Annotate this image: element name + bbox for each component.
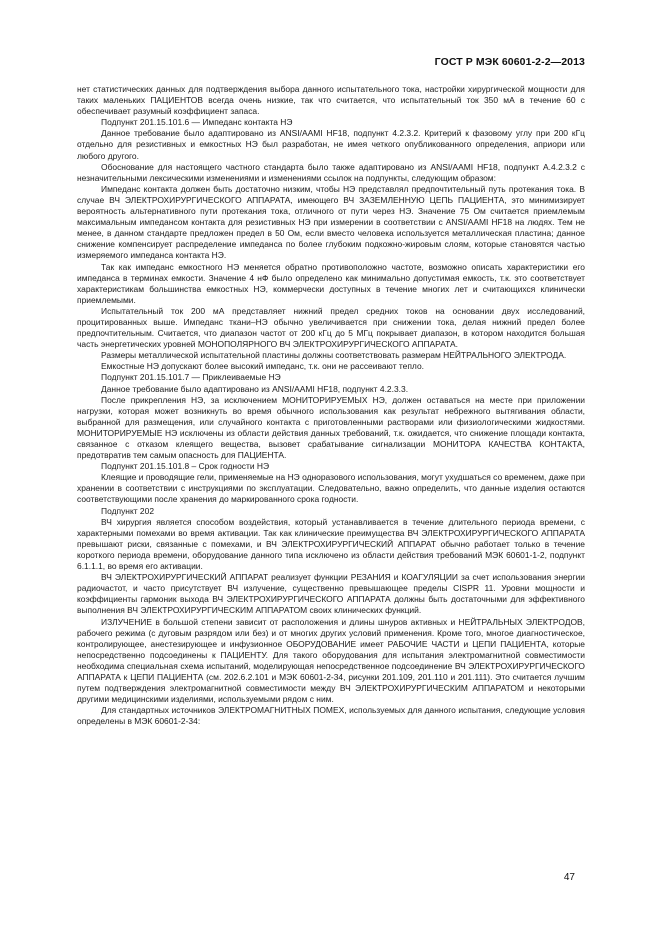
- paragraph: Импеданс контакта должен быть достаточно низким, чтобы НЭ представлял предпочтительный путь протекания тока. В случае ВЧ ЭЛЕКТРОХИРУРГИЧЕСКОГО АППАРАТА, имеющего ВЧ ЗАЗЕМЛЕННУЮ ЦЕПЬ ПАЦИЕНТА, это минимизирует вероятность альтернативного пути протекания тока, отличного от пути через НЭ. Значение 75 Ом считается приемлемым максимальным импедансом контакта для резистивных НЭ при измерении в соответствии с ANSI/AAMI HF18 на людях. Тем не менее, в данном стандарте предложен предел в 50 Ом, если вместо человека используется металлическая пластина; данное снижение компенсирует распределение импеданса по более глубоким подкожно-жировым слоям, которые становятся частью измеряемого импеданса контакта НЭ.: [77, 183, 585, 261]
- paragraph: Данное требование было адаптировано из ANSI/AAMI HF18, подпункт 4.2.3.2. Критерий к фазовому углу при 200 кГц отдельно для резистивных и емкостных НЭ был разработан, не имея четкого опубликованного определения, априори или любого другого.: [77, 128, 585, 161]
- paragraph-continuation: нет статистических данных для подтверждения выбора данного испытательного тока, настройки хирургической мощности для таких маленьких ПАЦИЕНТОВ всегда очень низкие, так что считается, что испытательный ток 350 мА в течение 60 с обеспечивает разумный коэффициент запаса.: [77, 84, 585, 117]
- subclause-heading: Подпункт 202: [101, 505, 155, 516]
- page-number: 47: [563, 872, 575, 883]
- subclause-heading: Подпункт 201.15.101.6 — Импеданс контакта НЭ: [101, 117, 293, 128]
- paragraph: Испытательный ток 200 мА представляет нижний предел средних токов на основании двух исследований, процитированных выше. Импеданс ткани–НЭ обычно увеличивается при снижении тока, делая нижний предел более предпочтительным. Считается, что диапазон частот от 200 кГц до 5 МГц покрывает диапазон, в котором находится большая часть энергетических уровней МОНОПОЛЯРНОГО ВЧ ЭЛЕКТРОХИРУРГИЧЕСКОГО АППАРАТА.: [77, 305, 585, 350]
- paragraph: ИЗЛУЧЕНИЕ в большой степени зависит от расположения и длины шнуров активных и НЕЙТРАЛЬНЫХ ЭЛЕКТРОДОВ, рабочего режима (с дуговым разрядом или без) и от многих других условий применения. Кроме того, многое диагностическое, контролирующее, анестезирующее и инфузионное ОБОРУДОВАНИЕ имеет РАБОЧИЕ ЧАСТИ и ЦЕПИ ПАЦИЕНТА, которые непосредственно подсоединены к ПАЦИЕНТУ. Для такого оборудования для испытания электромагнитной совместимости необходима специальная схема испытаний, моделирующая непосредственное подсоединение ВЧ ЭЛЕКТРОХИРУРГИЧЕСКОГО АППАРАТА к ЦЕПИ ПАЦИЕНТА (см. 202.6.2.101 и МЭК 60601-2-34, рисунки 201.109, 201.110 и 201.111). Это считается лучшим путем подтверждения электромагнитной совместимости между ВЧ ЭЛЕКТРОХИРУРГИЧЕСКИМ АППАРАТОМ и некоторыми другими медицинскими изделиями, используемыми рядом с ним.: [77, 616, 585, 705]
- paragraph: ВЧ хирургия является способом воздействия, который устанавливается в течение длительного периода времени, с характерными помехами во время активации. Так как клинические преимущества ВЧ ЭЛЕКТРОХИРУРГИЧЕСКОГО АППАРАТА превышают риски, связанные с помехами, и ВЧ ЭЛЕКТРОХИРУРГИЧЕСКИЙ АППАРАТ обычно работает только в течение короткого периода времени, оборудование данного типа исключено из области действия требований МЭК 60601-1-2, подпункт 6.1.1.1, во время его активации.: [77, 516, 585, 572]
- body-text: [77, 84, 585, 727]
- paragraph: Так как импеданс емкостного НЭ меняется обратно противоположно частоте, возможно описать характеристики его импеданса в терминах емкости. Значение 4 нФ было определено как минимально допустимая емкость, т.к. это соответствует характеристикам большинства емкостных НЭ, коммерчески доступных в течение многих лет и считающихся клинически приемлемыми.: [77, 261, 585, 305]
- paragraph: Обоснование для настоящего частного стандарта было также адаптировано из ANSI/AAMI HF18, подпункт А.4.2.3.2 с незначительными лексическими изменениями и изменениями ссылок на подпункты, следующим образом:: [77, 161, 585, 183]
- paragraph: После прикрепления НЭ, за исключением МОНИТОРИРУЕМЫХ НЭ, должен оставаться на месте при приложении нагрузки, которая может возникнуть во время обычного использования как результат небрежного вытягивания области, выбранной для размещения, или случайного контакта с приготовленными растворами или физиологическими жидкостями. МОНИТОРИРУЕМЫЕ НЭ исключены из области действия данных требований, т.к. ожидается, что снижение площади контакта, связанное с отказом клеящего вещества, вызовет срабатывание сигнализации МОНИТОРА КАЧЕСТВА КОНТАКТА, предотвратив тем самым опасность для ПАЦИЕНТА.: [77, 394, 585, 461]
- paragraph: Размеры металлической испытательной пластины должны соответствовать размерам НЕЙТРАЛЬНОГО ЭЛЕКТРОДА.: [101, 350, 567, 361]
- paragraph: Емкостные НЭ допускают более высокий импеданс, т.к. они не рассеивают тепло.: [101, 361, 424, 372]
- paragraph: ВЧ ЭЛЕКТРОХИРУРГИЧЕСКИЙ АППАРАТ реализует функции РЕЗАНИЯ и КОАГУЛЯЦИИ за счет использования энергии радиочастот, и часто присутствует ВЧ излучение, существенно превышающее пределы CISPR 11. Уровни мощности и коэффициенты гармоник выхода ВЧ ЭЛЕКТРОХИРУРГИЧЕСКОГО АППАРАТА должны быть достаточными для эффективного выполнения ВЧ ЭЛЕКТРОХИРУРГИЧЕСКИМ АППАРАТОМ своих клинических функций.: [77, 572, 585, 616]
- paragraph: Для стандартных источников ЭЛЕКТРОМАГНИТНЫХ ПОМЕХ, используемых для данного испытания, следующие условия определены в МЭК 60601-2-34:: [77, 705, 585, 727]
- subclause-heading: Подпункт 201.15.101.7 — Приклеиваемые НЭ: [101, 372, 281, 383]
- subclause-heading: Подпункт 201.15.101.8 – Срок годности НЭ: [101, 461, 270, 472]
- paragraph: Данное требование было адаптировано из ANSI/AAMI HF18, подпункт 4.2.3.3.: [101, 383, 409, 394]
- paragraph: Клеящие и проводящие гели, применяемые на НЭ одноразового использования, могут ухудшаться со временем, даже при хранении в соответствии с инструкциями по эксплуатации. Следовательно, важно определить, что данные изделия остаются соответствующими после хранения до маркированного срока годности.: [77, 472, 585, 505]
- standard-header: ГОСТ Р МЭК 60601-2-2—2013: [434, 56, 585, 68]
